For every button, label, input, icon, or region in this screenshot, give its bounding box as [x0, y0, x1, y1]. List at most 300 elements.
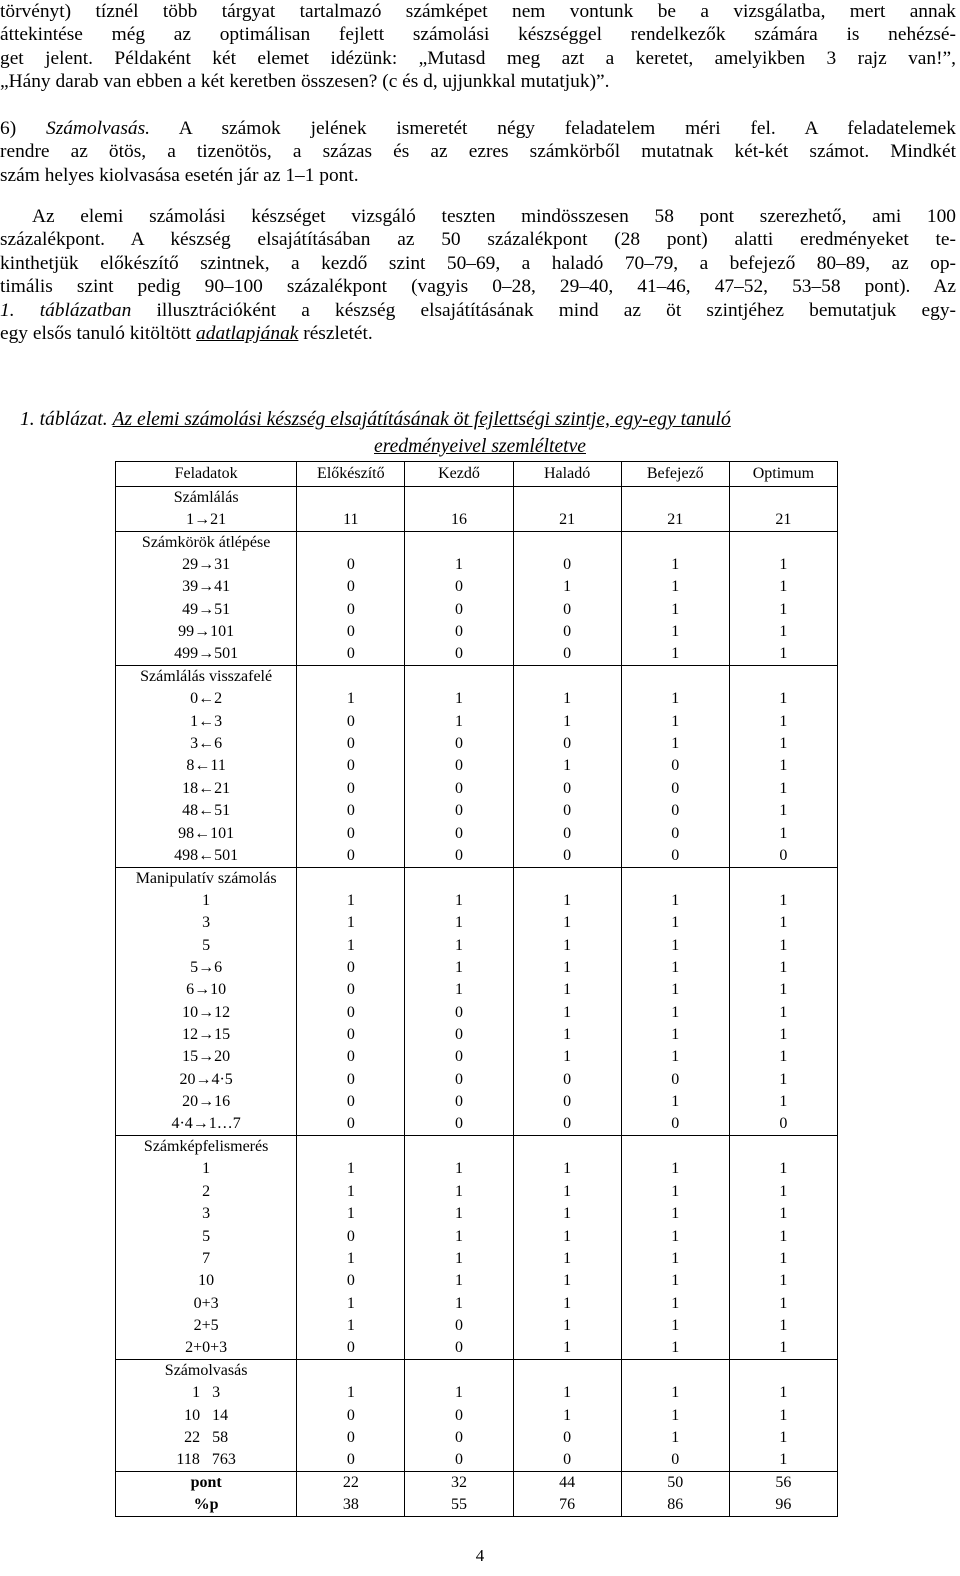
value-cell: 0 — [405, 1405, 513, 1427]
value-cell: 1 — [729, 643, 837, 665]
value-cell: 0 — [621, 800, 729, 822]
row-label: 8←11 — [116, 755, 297, 777]
totals-label: pont — [116, 1472, 297, 1494]
intro-line: get jelent. Példaként két elemet idézünk: „Mutasd meg azt a keretet, amelyikben 3 rajz van!”, — [0, 47, 956, 69]
value-cell: 0 — [297, 643, 405, 665]
value-cell: 0 — [621, 845, 729, 867]
row-label: 5 — [116, 1225, 297, 1247]
value-cell: 1 — [729, 1248, 837, 1270]
value-cell: 1 — [729, 778, 837, 800]
row-label: 20→4·5 — [116, 1069, 297, 1091]
value-cell: 1 — [405, 912, 513, 934]
totals-value: 56 — [729, 1472, 837, 1494]
group-label: Számlálás visszafelé — [116, 666, 297, 688]
value-cell: 1 — [729, 554, 837, 576]
value-cell: 1 — [513, 710, 621, 732]
group-label: Számlálás — [116, 487, 297, 509]
empty-cell — [513, 1360, 621, 1382]
summary-line: timális szint pedig 90–100 százalékpont (vagyis 0–28, 29–40, 41–46, 47–52, 53–58 pont). Az — [0, 276, 956, 298]
row-label: 0←2 — [116, 688, 297, 710]
value-cell: 0 — [297, 710, 405, 732]
section-6-first-line-text: A számok jelének ismeretét négy feladatelem méri fel. A feladatelemek — [178, 118, 956, 139]
value-cell: 0 — [297, 1091, 405, 1113]
caption-title-part2: eredményeivel szemléltetve — [374, 436, 586, 457]
row-label: 20→16 — [116, 1091, 297, 1113]
row-label: 10 — [116, 1270, 297, 1292]
value-cell: 0 — [513, 733, 621, 755]
row-label: 6→10 — [116, 979, 297, 1001]
empty-cell — [405, 666, 513, 688]
value-cell: 1 — [621, 621, 729, 643]
value-cell: 1 — [405, 1181, 513, 1203]
value-cell: 1 — [513, 1382, 621, 1404]
group-label: Számképfelismerés — [116, 1136, 297, 1158]
table-row — [116, 890, 838, 912]
row-label: 5 — [116, 934, 297, 956]
value-cell: 1 — [297, 688, 405, 710]
value-cell: 1 — [621, 710, 729, 732]
value-cell: 16 — [405, 509, 513, 531]
value-cell: 0 — [405, 1427, 513, 1449]
table-row — [116, 979, 838, 1001]
value-cell: 0 — [405, 800, 513, 822]
value-cell: 1 — [621, 554, 729, 576]
table-reference: 1. táblázatban — [0, 299, 132, 321]
value-cell: 1 — [297, 1382, 405, 1404]
empty-cell — [621, 666, 729, 688]
value-cell: 1 — [405, 688, 513, 710]
totals-value: 38 — [297, 1494, 405, 1516]
value-cell: 1 — [513, 1270, 621, 1292]
value-cell: 1 — [729, 890, 837, 912]
value-cell: 1 — [621, 1248, 729, 1270]
row-label: 3 — [116, 912, 297, 934]
value-cell: 0 — [729, 845, 837, 867]
value-cell: 1 — [297, 1293, 405, 1315]
section-6-paragraph — [0, 117, 956, 187]
row-label: 1 — [116, 1158, 297, 1180]
value-cell: 1 — [729, 621, 837, 643]
value-cell: 0 — [297, 778, 405, 800]
value-cell: 0 — [405, 621, 513, 643]
value-cell: 0 — [405, 1001, 513, 1023]
value-cell: 1 — [513, 957, 621, 979]
row-label: 2+5 — [116, 1315, 297, 1337]
table-row — [116, 934, 838, 956]
value-cell: 1 — [729, 598, 837, 620]
table-row — [116, 1427, 838, 1449]
row-label: 1 3 — [116, 1382, 297, 1404]
value-cell: 1 — [621, 1315, 729, 1337]
row-label: 10→12 — [116, 1001, 297, 1023]
group-row — [116, 531, 838, 553]
row-label: 15→20 — [116, 1046, 297, 1068]
value-cell: 1 — [621, 1382, 729, 1404]
value-cell: 0 — [621, 1449, 729, 1471]
section-6-first-line — [0, 117, 956, 140]
value-cell: 0 — [513, 778, 621, 800]
table-row — [116, 1337, 838, 1359]
value-cell: 1 — [621, 1181, 729, 1203]
table-row — [116, 1270, 838, 1292]
value-cell: 1 — [513, 1248, 621, 1270]
value-cell: 1 — [729, 1405, 837, 1427]
value-cell: 1 — [513, 576, 621, 598]
group-label: Számolvasás — [116, 1360, 297, 1382]
value-cell: 0 — [621, 1113, 729, 1135]
value-cell: 0 — [513, 1069, 621, 1091]
value-cell: 0 — [405, 1449, 513, 1471]
summary-paragraph — [0, 205, 956, 345]
table-row — [116, 1001, 838, 1023]
table-row — [116, 1203, 838, 1225]
value-cell: 0 — [405, 845, 513, 867]
header-preparatory: Előkészítő — [297, 462, 405, 487]
empty-cell — [729, 531, 837, 553]
empty-cell — [297, 487, 405, 509]
totals-value: 86 — [621, 1494, 729, 1516]
header-advanced: Haladó — [513, 462, 621, 487]
totals-label: %p — [116, 1494, 297, 1516]
row-label: 499→501 — [116, 643, 297, 665]
table-row — [116, 1449, 838, 1471]
totals-value: 32 — [405, 1472, 513, 1494]
value-cell: 1 — [621, 1158, 729, 1180]
table-row — [116, 1248, 838, 1270]
table-body — [116, 487, 838, 1517]
empty-cell — [729, 1136, 837, 1158]
table-row — [116, 800, 838, 822]
value-cell: 1 — [729, 1449, 837, 1471]
value-cell: 1 — [405, 1203, 513, 1225]
table-row — [116, 598, 838, 620]
row-label: 10 14 — [116, 1405, 297, 1427]
summary-line: százalékpont. A készség elsajátításában az 50 százalékpont (28 pont) alatti eredményeket te- — [0, 229, 956, 251]
row-label: 12→15 — [116, 1024, 297, 1046]
table-row — [116, 576, 838, 598]
value-cell: 1 — [729, 934, 837, 956]
value-cell: 1 — [405, 1225, 513, 1247]
row-label: 3←6 — [116, 733, 297, 755]
value-cell: 1 — [513, 979, 621, 1001]
section-6-line: szám helyes kiolvasása esetén jár az 1–1 pont. — [0, 164, 359, 186]
results-table — [115, 461, 838, 1517]
group-row — [116, 666, 838, 688]
value-cell: 1 — [513, 688, 621, 710]
value-cell: 0 — [513, 800, 621, 822]
table-row — [116, 957, 838, 979]
value-cell: 1 — [621, 1337, 729, 1359]
value-cell: 1 — [621, 598, 729, 620]
value-cell: 1 — [405, 979, 513, 1001]
empty-cell — [405, 867, 513, 889]
value-cell: 0 — [405, 1046, 513, 1068]
value-cell: 1 — [729, 576, 837, 598]
value-cell: 0 — [405, 755, 513, 777]
value-cell: 1 — [513, 890, 621, 912]
row-label: 99→101 — [116, 621, 297, 643]
value-cell: 1 — [621, 1024, 729, 1046]
value-cell: 1 — [405, 957, 513, 979]
value-cell: 0 — [405, 1337, 513, 1359]
empty-cell — [513, 666, 621, 688]
value-cell: 1 — [621, 1270, 729, 1292]
row-label: 118 763 — [116, 1449, 297, 1471]
summary-line-text: illusztrációként a készség elsajátításának mind az öt szintjéhez bemutatjuk egy- — [131, 299, 957, 321]
totals-row — [116, 1472, 838, 1494]
value-cell: 0 — [405, 1024, 513, 1046]
totals-value: 22 — [297, 1472, 405, 1494]
totals-value: 55 — [405, 1494, 513, 1516]
value-cell: 1 — [405, 934, 513, 956]
empty-cell — [405, 531, 513, 553]
table-row — [116, 621, 838, 643]
table-header-row — [116, 462, 838, 487]
value-cell: 0 — [405, 822, 513, 844]
value-cell: 1 — [513, 1203, 621, 1225]
value-cell: 1 — [729, 733, 837, 755]
row-label: 7 — [116, 1248, 297, 1270]
value-cell: 1 — [405, 710, 513, 732]
value-cell: 1 — [621, 934, 729, 956]
value-cell: 1 — [513, 1293, 621, 1315]
value-cell: 1 — [405, 1270, 513, 1292]
value-cell: 1 — [729, 1315, 837, 1337]
empty-cell — [729, 666, 837, 688]
row-label: 2 — [116, 1181, 297, 1203]
value-cell: 0 — [297, 1337, 405, 1359]
empty-cell — [297, 867, 405, 889]
row-label: 498←501 — [116, 845, 297, 867]
value-cell: 1 — [621, 979, 729, 1001]
value-cell: 0 — [621, 755, 729, 777]
value-cell: 1 — [297, 890, 405, 912]
caption-line-1 — [20, 408, 731, 432]
value-cell: 1 — [729, 1427, 837, 1449]
table-row — [116, 1091, 838, 1113]
table-row — [116, 912, 838, 934]
value-cell: 1 — [621, 1225, 729, 1247]
table-row — [116, 1382, 838, 1404]
table-row — [116, 1293, 838, 1315]
value-cell: 0 — [729, 1113, 837, 1135]
value-cell: 1 — [513, 755, 621, 777]
value-cell: 0 — [513, 621, 621, 643]
intro-line: törvényt) tíznél több tárgyat tartalmazó számképet nem vontunk be a vizsgálatba, mert annak — [0, 1, 956, 22]
value-cell: 1 — [729, 1181, 837, 1203]
page-number: 4 — [475, 1546, 485, 1565]
value-cell: 0 — [297, 957, 405, 979]
value-cell: 1 — [729, 1001, 837, 1023]
value-cell: 0 — [513, 554, 621, 576]
value-cell: 1 — [405, 1158, 513, 1180]
value-cell: 1 — [621, 890, 729, 912]
row-label: 2+0+3 — [116, 1337, 297, 1359]
value-cell: 1 — [621, 1203, 729, 1225]
table-row — [116, 1024, 838, 1046]
value-cell: 0 — [513, 822, 621, 844]
value-cell: 0 — [405, 1113, 513, 1135]
value-cell: 1 — [729, 1225, 837, 1247]
row-label: 1←3 — [116, 710, 297, 732]
value-cell: 1 — [621, 957, 729, 979]
row-label: 1→21 — [116, 509, 297, 531]
totals-value: 96 — [729, 1494, 837, 1516]
empty-cell — [513, 1136, 621, 1158]
value-cell: 1 — [729, 979, 837, 1001]
value-cell: 0 — [297, 1225, 405, 1247]
group-row — [116, 487, 838, 509]
empty-cell — [621, 1360, 729, 1382]
summary-line: kinthetjük előkészítő szintnek, a kezdő szint 50–69, a haladó 70–79, a befejező 80–89, az op- — [0, 252, 956, 274]
value-cell: 1 — [729, 957, 837, 979]
value-cell: 1 — [513, 1315, 621, 1337]
empty-cell — [297, 531, 405, 553]
value-cell: 0 — [513, 643, 621, 665]
value-cell: 0 — [513, 1427, 621, 1449]
value-cell: 0 — [621, 822, 729, 844]
value-cell: 0 — [513, 1113, 621, 1135]
row-label: 29→31 — [116, 554, 297, 576]
value-cell: 0 — [621, 1069, 729, 1091]
value-cell: 1 — [729, 1069, 837, 1091]
empty-cell — [405, 487, 513, 509]
row-label: 4·4→1…7 — [116, 1113, 297, 1135]
value-cell: 21 — [729, 509, 837, 531]
empty-cell — [729, 487, 837, 509]
empty-cell — [729, 867, 837, 889]
value-cell: 1 — [729, 710, 837, 732]
totals-value: 44 — [513, 1472, 621, 1494]
totals-value: 50 — [621, 1472, 729, 1494]
empty-cell — [621, 531, 729, 553]
table-row — [116, 1158, 838, 1180]
value-cell: 0 — [513, 1091, 621, 1113]
row-label: 48←51 — [116, 800, 297, 822]
empty-cell — [513, 867, 621, 889]
value-cell: 0 — [297, 733, 405, 755]
value-cell: 1 — [621, 1001, 729, 1023]
value-cell: 1 — [513, 912, 621, 934]
value-cell: 0 — [297, 1024, 405, 1046]
table-row — [116, 1181, 838, 1203]
empty-cell — [621, 487, 729, 509]
empty-cell — [297, 1136, 405, 1158]
value-cell: 1 — [729, 1337, 837, 1359]
table-row — [116, 710, 838, 732]
empty-cell — [297, 666, 405, 688]
table-row — [116, 688, 838, 710]
value-cell: 1 — [729, 1270, 837, 1292]
row-label: 5→6 — [116, 957, 297, 979]
intro-line: „Hány darab van ebben a két keretben összesen? (c és d, ujjunkkal mutatjuk)”. — [0, 71, 610, 93]
empty-cell — [405, 1136, 513, 1158]
value-cell: 1 — [621, 1427, 729, 1449]
value-cell: 1 — [729, 800, 837, 822]
value-cell: 1 — [621, 1046, 729, 1068]
summary-line-text: részletét. — [298, 322, 373, 344]
section-6-number: 6) — [0, 118, 17, 139]
table-row — [116, 1315, 838, 1337]
value-cell: 1 — [405, 1293, 513, 1315]
value-cell: 1 — [297, 912, 405, 934]
value-cell: 1 — [621, 643, 729, 665]
header-optimum: Optimum — [729, 462, 837, 487]
group-label: Manipulatív számolás — [116, 867, 297, 889]
caption-title-part1: Az elemi számolási készség elsajátításának öt fejlettségi szintje, egy-egy tanuló — [112, 409, 731, 430]
value-cell: 21 — [513, 509, 621, 531]
row-label: 1 — [116, 890, 297, 912]
value-cell: 0 — [297, 1405, 405, 1427]
value-cell: 1 — [729, 1203, 837, 1225]
header-beginner: Kezdő — [405, 462, 513, 487]
caption-label: 1. táblázat. — [20, 409, 108, 430]
value-cell: 0 — [513, 845, 621, 867]
value-cell: 1 — [513, 1405, 621, 1427]
table-row — [116, 733, 838, 755]
value-cell: 1 — [729, 1024, 837, 1046]
table-row — [116, 1113, 838, 1135]
value-cell: 1 — [513, 1225, 621, 1247]
empty-cell — [621, 1136, 729, 1158]
value-cell: 0 — [297, 576, 405, 598]
summary-line — [0, 299, 956, 322]
empty-cell — [513, 487, 621, 509]
table-row — [116, 643, 838, 665]
value-cell: 0 — [297, 598, 405, 620]
table-row — [116, 755, 838, 777]
value-cell: 1 — [513, 1001, 621, 1023]
value-cell: 1 — [513, 1046, 621, 1068]
empty-cell — [405, 1360, 513, 1382]
value-cell: 0 — [297, 1427, 405, 1449]
value-cell: 1 — [621, 1091, 729, 1113]
value-cell: 1 — [729, 1158, 837, 1180]
table-row — [116, 1405, 838, 1427]
table-row — [116, 778, 838, 800]
value-cell: 0 — [405, 1315, 513, 1337]
value-cell: 1 — [621, 912, 729, 934]
empty-cell — [729, 1360, 837, 1382]
intro-line: áttekintése még az optimálisan fejlett számolási készséggel rendelkezők számára is nehézsé- — [0, 24, 956, 46]
group-row — [116, 1136, 838, 1158]
row-label: 18←21 — [116, 778, 297, 800]
row-label: 3 — [116, 1203, 297, 1225]
value-cell: 1 — [297, 1181, 405, 1203]
value-cell: 1 — [621, 733, 729, 755]
value-cell: 1 — [729, 912, 837, 934]
header-tasks: Feladatok — [116, 462, 297, 487]
value-cell: 1 — [513, 1337, 621, 1359]
value-cell: 0 — [297, 822, 405, 844]
datasheet-reference: adatlapjának — [196, 322, 299, 344]
value-cell: 0 — [297, 800, 405, 822]
row-label: 49→51 — [116, 598, 297, 620]
group-label: Számkörök átlépése — [116, 531, 297, 553]
value-cell: 0 — [297, 1113, 405, 1135]
value-cell: 0 — [621, 778, 729, 800]
value-cell: 1 — [513, 1024, 621, 1046]
value-cell: 0 — [405, 1069, 513, 1091]
value-cell: 1 — [621, 576, 729, 598]
value-cell: 1 — [729, 688, 837, 710]
value-cell: 0 — [297, 755, 405, 777]
value-cell: 1 — [513, 934, 621, 956]
summary-line-text: egy elsős tanuló kitöltött — [0, 322, 197, 344]
value-cell: 0 — [297, 979, 405, 1001]
value-cell: 0 — [405, 1091, 513, 1113]
empty-cell — [297, 1360, 405, 1382]
